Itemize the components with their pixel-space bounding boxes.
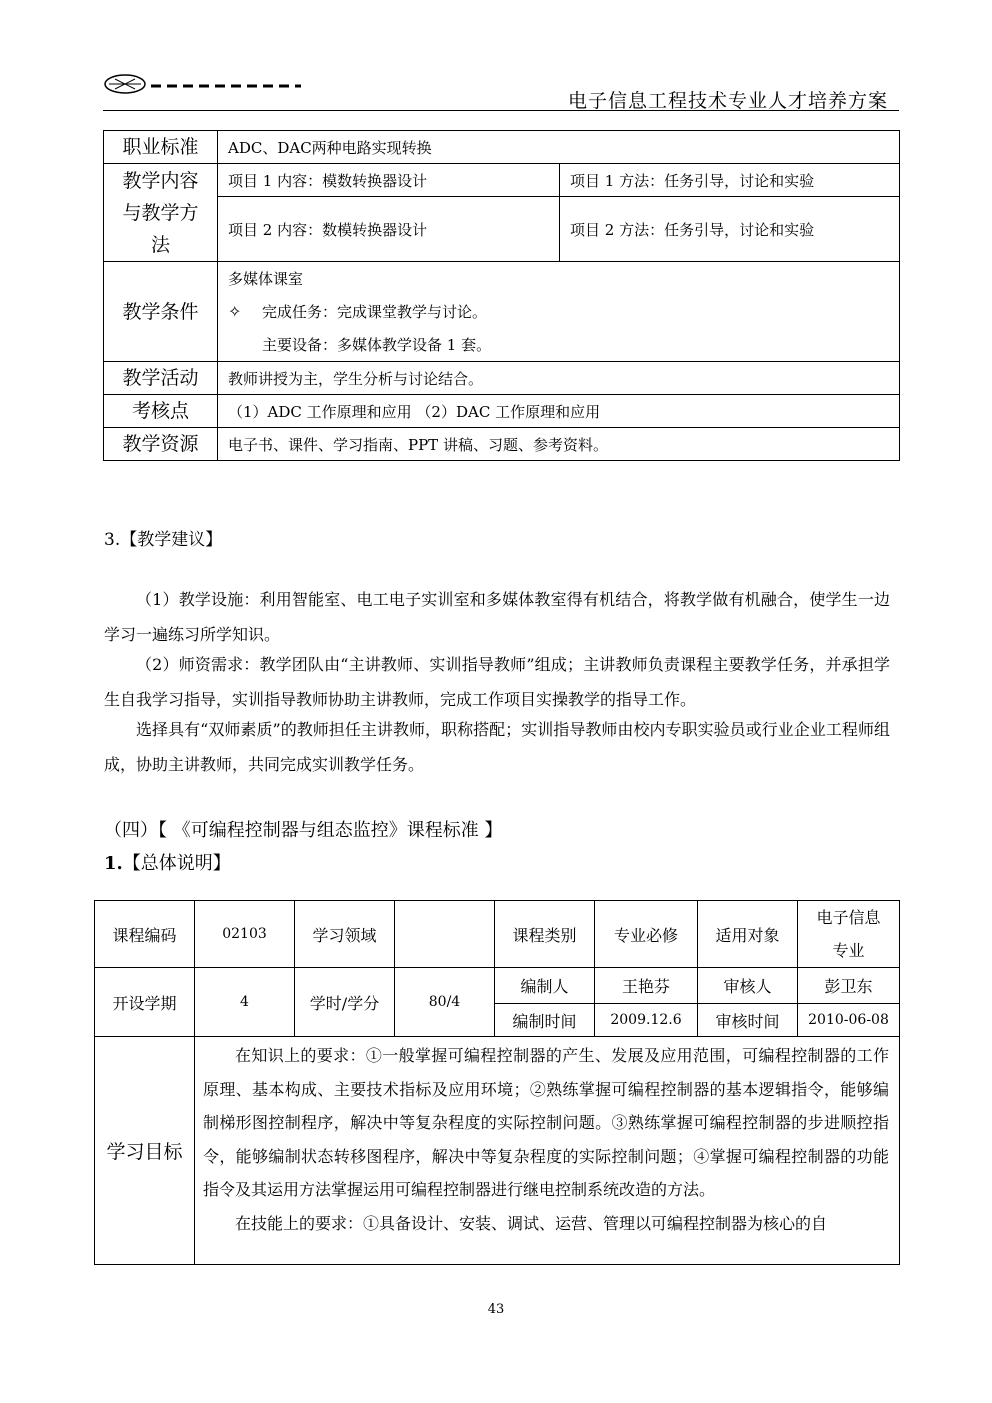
section3-paragraph-2: （2）师资需求：教学团队由“主讲教师、实训指导教师”组成；主讲教师负责课程主要教学任务，并承担学生自我学习指导，实训指导教师协助主讲教师，完成工作项目实操教学的指导工作。 bbox=[104, 655, 890, 709]
term-label: 开设学期 bbox=[95, 968, 195, 1037]
editor-label: 编制人 bbox=[495, 968, 595, 1004]
domain-label: 学习领域 bbox=[295, 901, 395, 968]
label-standard: 职业标准 bbox=[104, 131, 218, 164]
document-header-title: 电子信息工程技术专业人才培养方案 bbox=[567, 90, 888, 112]
header-rule bbox=[103, 110, 899, 111]
label-content-method: 教学内容与教学方法 bbox=[104, 164, 218, 262]
value-standard: ADC、DAC两种电路实现转换 bbox=[218, 131, 900, 164]
page-number: 43 bbox=[487, 1302, 505, 1317]
term-value: 4 bbox=[195, 968, 295, 1037]
goal-label: 学习目标 bbox=[95, 1037, 195, 1265]
project1-method: 项目 1 方法：任务引导，讨论和实验 bbox=[560, 164, 900, 197]
project1-content: 项目 1 内容：模数转换器设计 bbox=[218, 164, 560, 197]
value-resources: 电子书、课件、学习指南、PPT 讲稿、习题、参考资料。 bbox=[218, 428, 900, 461]
review-time-value: 2010-06-08 bbox=[798, 1004, 900, 1037]
code-value: 02103 bbox=[195, 901, 295, 968]
value-assessment: （1）ADC 工作原理和应用 （2）DAC 工作原理和应用 bbox=[218, 395, 900, 428]
edit-time-label: 编制时间 bbox=[495, 1004, 595, 1037]
target-label: 适用对象 bbox=[698, 901, 798, 968]
reviewer-label: 审核人 bbox=[698, 968, 798, 1004]
section3-paragraph-1: （1）教学设施：利用智能室、电工电子实训室和多媒体教室得有机结合，将教学做有机融合，使学生一边学习一遍练习所学知识。 bbox=[104, 590, 890, 644]
conditions-line2: 完成任务：完成课堂教学与讨论。 bbox=[262, 303, 488, 321]
label-activity: 教学活动 bbox=[104, 362, 218, 395]
type-value: 专业必修 bbox=[595, 901, 698, 968]
review-time-label: 审核时间 bbox=[698, 1004, 798, 1037]
value-activity: 教师讲授为主，学生分析与讨论结合。 bbox=[218, 362, 900, 395]
goal-skills: 在技能上的要求：①具备设计、安装、调试、运营、管理以可编程控制器为核心的自 bbox=[235, 1213, 828, 1233]
editor-value: 王艳芬 bbox=[595, 968, 698, 1004]
code-label: 课程编码 bbox=[95, 901, 195, 968]
subtitle-text: 【总体说明】 bbox=[122, 853, 231, 874]
course-details-table bbox=[103, 130, 900, 461]
label-conditions: 教学条件 bbox=[104, 262, 218, 362]
value-conditions bbox=[218, 262, 900, 362]
conditions-line3: 主要设备：多媒体教学设备 1 套。 bbox=[262, 336, 492, 354]
goal-content bbox=[195, 1037, 900, 1265]
conditions-line1: 多媒体课室 bbox=[228, 270, 304, 288]
type-label: 课程类别 bbox=[495, 901, 595, 968]
section3-title: 3.【教学建议】 bbox=[104, 530, 223, 550]
edit-time-value: 2009.12.6 bbox=[595, 1004, 698, 1037]
diamond-bullet-icon: ✧ bbox=[228, 302, 242, 321]
domain-value bbox=[395, 901, 495, 968]
course-overview-table bbox=[94, 900, 900, 1265]
section4-title: （四）【 《可编程控制器与组态监控》课程标准 】 bbox=[104, 820, 503, 841]
label-assessment: 考核点 bbox=[104, 395, 218, 428]
hours-value: 80/4 bbox=[395, 968, 495, 1037]
project2-content: 项目 2 内容：数模转换器设计 bbox=[218, 197, 560, 262]
label-resources: 教学资源 bbox=[104, 428, 218, 461]
subtitle-number: 1. bbox=[104, 853, 123, 874]
section3-paragraph-3: 选择具有“双师素质”的教师担任主讲教师，职称搭配；实训指导教师由校内专职实验员或行业企业工程师组成，协助主讲教师，共同完成实训教学任务。 bbox=[104, 720, 890, 774]
target-value: 电子信息专业 bbox=[798, 901, 900, 968]
project2-method: 项目 2 方法：任务引导，讨论和实验 bbox=[560, 197, 900, 262]
goal-knowledge: 在知识上的要求：①一般掌握可编程控制器的产生、发展及应用范围，可编程控制器的工作原理、基本构成、主要技术指标及应用环境；②熟练掌握可编程控制器的基本逻辑指令，能够编制梯形图控制程序，解决中等复杂程度的实际控制问题。③熟练掌握可编程控制器的步进顺控指令，能够编制状态转移图程序，解决中等复杂程度的实际控制问题；④掌握可编程控制器的功能指令及其运用方法掌握运用可编程控制器进行继电控制系统改造的方法。 bbox=[203, 1046, 889, 1199]
section4-subtitle bbox=[104, 849, 231, 875]
hours-label: 学时/学分 bbox=[295, 968, 395, 1037]
school-logo bbox=[103, 70, 323, 98]
reviewer-value: 彭卫东 bbox=[798, 968, 900, 1004]
